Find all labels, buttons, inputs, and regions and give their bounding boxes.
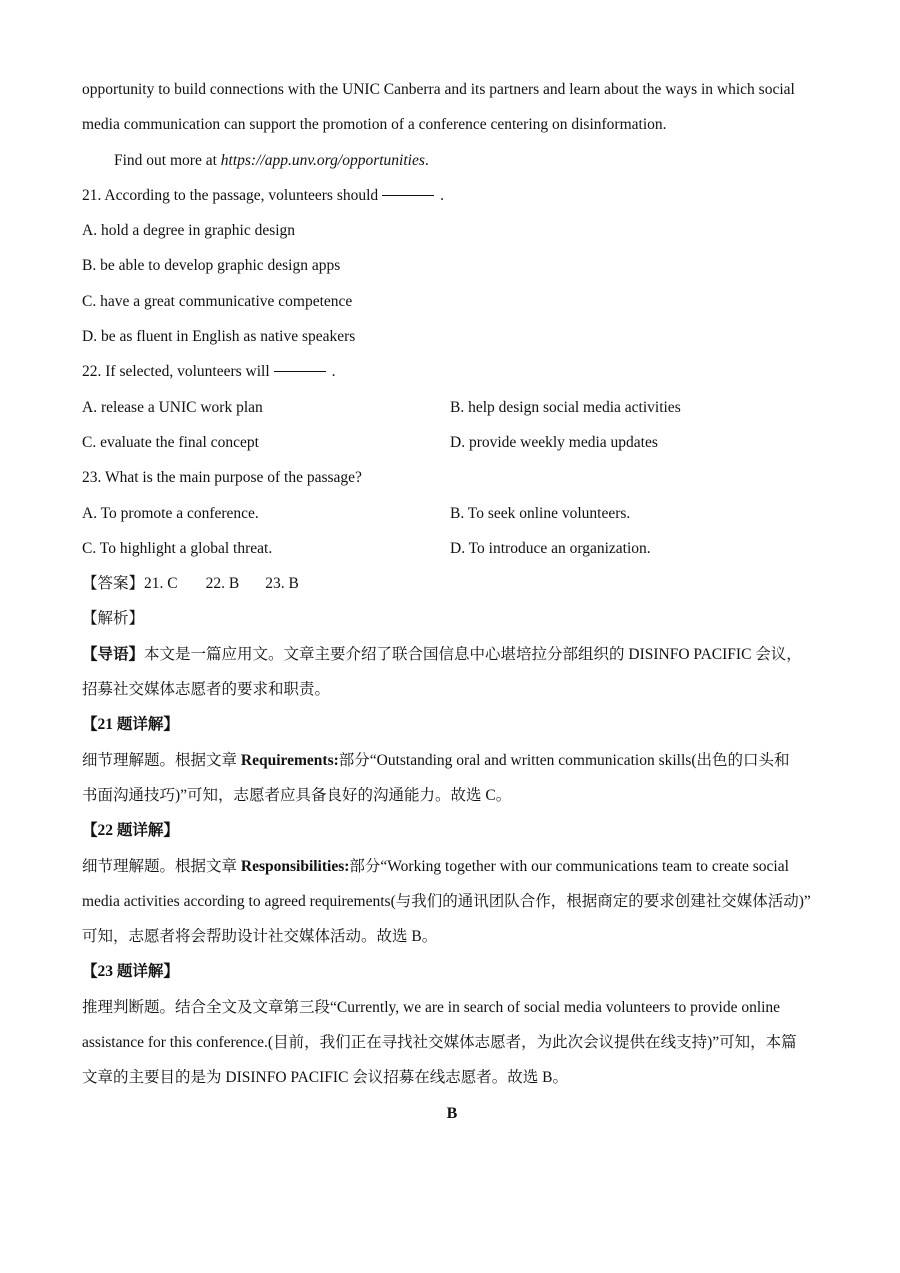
detail-22-line: 细节理解题。根据文章 Responsibilities:部分“Working together with our communications team to create social [82,857,789,875]
question-21-stem: 21. According to the passage, volunteers should . [82,186,445,204]
intro-label: 【导语】 [82,645,145,663]
answer-23: 23. B [265,575,299,593]
answer-label: 【答案】 [82,575,145,593]
answer-blank [274,370,326,372]
find-out-more: Find out more at https://app.unv.org/opportunities. [114,151,429,169]
q21-option-b: B. be able to develop graphic design apps [82,257,341,275]
detail-22-title: 【22 题详解】 [82,822,179,840]
q22-option-d: D. provide weekly media updates [450,433,658,451]
detail-22-line: media activities according to agreed requirements(与我们的通讯团队合作，根据商定的要求创建社交媒体活动)” [82,892,811,910]
detail-21-line: 书面沟通技巧)”可知，志愿者应具备良好的沟通能力。故选 C。 [82,786,512,804]
q21-option-d: D. be as fluent in English as native speakers [82,328,356,346]
detail-21-line: 细节理解题。根据文章 Requirements:部分“Outstanding oral and written communication skills(出色的口头和 [82,751,790,769]
q23-option-b: B. To seek online volunteers. [450,504,631,522]
answer-blank [382,194,434,196]
q23-options-row-1 [82,496,822,531]
detail-22-line: 可知，志愿者将会帮助设计社交媒体活动。故选 B。 [82,928,438,946]
answer-22: 22. B [205,575,240,593]
q23-options-row-2 [82,531,822,566]
q22-options-row-2 [82,425,822,460]
q21-option-a: A. hold a degree in graphic design [82,222,296,240]
section-heading-b: B [446,1104,458,1122]
analysis-label: 【解析】 [82,610,145,628]
q22-option-b: B. help design social media activities [450,398,681,416]
q22-option-a: A. release a UNIC work plan [82,398,263,416]
q22-option-c: C. evaluate the final concept [82,433,259,451]
question-23-stem: 23. What is the main purpose of the passage? [82,469,362,487]
q23-option-d: D. To introduce an organization. [450,539,651,557]
intro-line: 招募社交媒体志愿者的要求和职责。 [82,681,331,699]
q23-option-c: C. To highlight a global threat. [82,539,273,557]
passage-line: opportunity to build connections with the UNIC Canberra and its partners and learn about the ways in which social [82,81,795,98]
detail-23-line: assistance for this conference.(目前，我们正在寻找社交媒体志愿者，为此次会议提供在线支持)”可知，本篇 [82,1034,797,1052]
q21-option-c: C. have a great communicative competence [82,292,353,310]
q23-option-a: A. To promote a conference. [82,504,259,522]
answer-21: 21. C [144,575,178,593]
opportunities-link[interactable]: https://app.unv.org/opportunities [220,151,425,169]
document-page [82,72,822,1131]
detail-23-line: 推理判断题。结合全文及文章第三段“Currently, we are in search of social media volunteers to provide online [82,998,781,1016]
q22-options-row-1 [82,390,822,425]
question-22-stem: 22. If selected, volunteers will . [82,363,336,381]
detail-23-line: 文章的主要目的是为 DISINFO PACIFIC 会议招募在线志愿者。故选 B。 [82,1069,568,1087]
passage-line: media communication can support the promotion of a conference centering on disinformation. [82,116,667,134]
answer-key [82,566,822,601]
intro-line: 【导语】本文是一篇应用文。文章主要介绍了联合国信息中心堪培拉分部组织的 DISINFO PACIFIC 会议， [82,645,802,663]
detail-21-title: 【21 题详解】 [82,716,179,734]
detail-23-title: 【23 题详解】 [82,963,179,981]
